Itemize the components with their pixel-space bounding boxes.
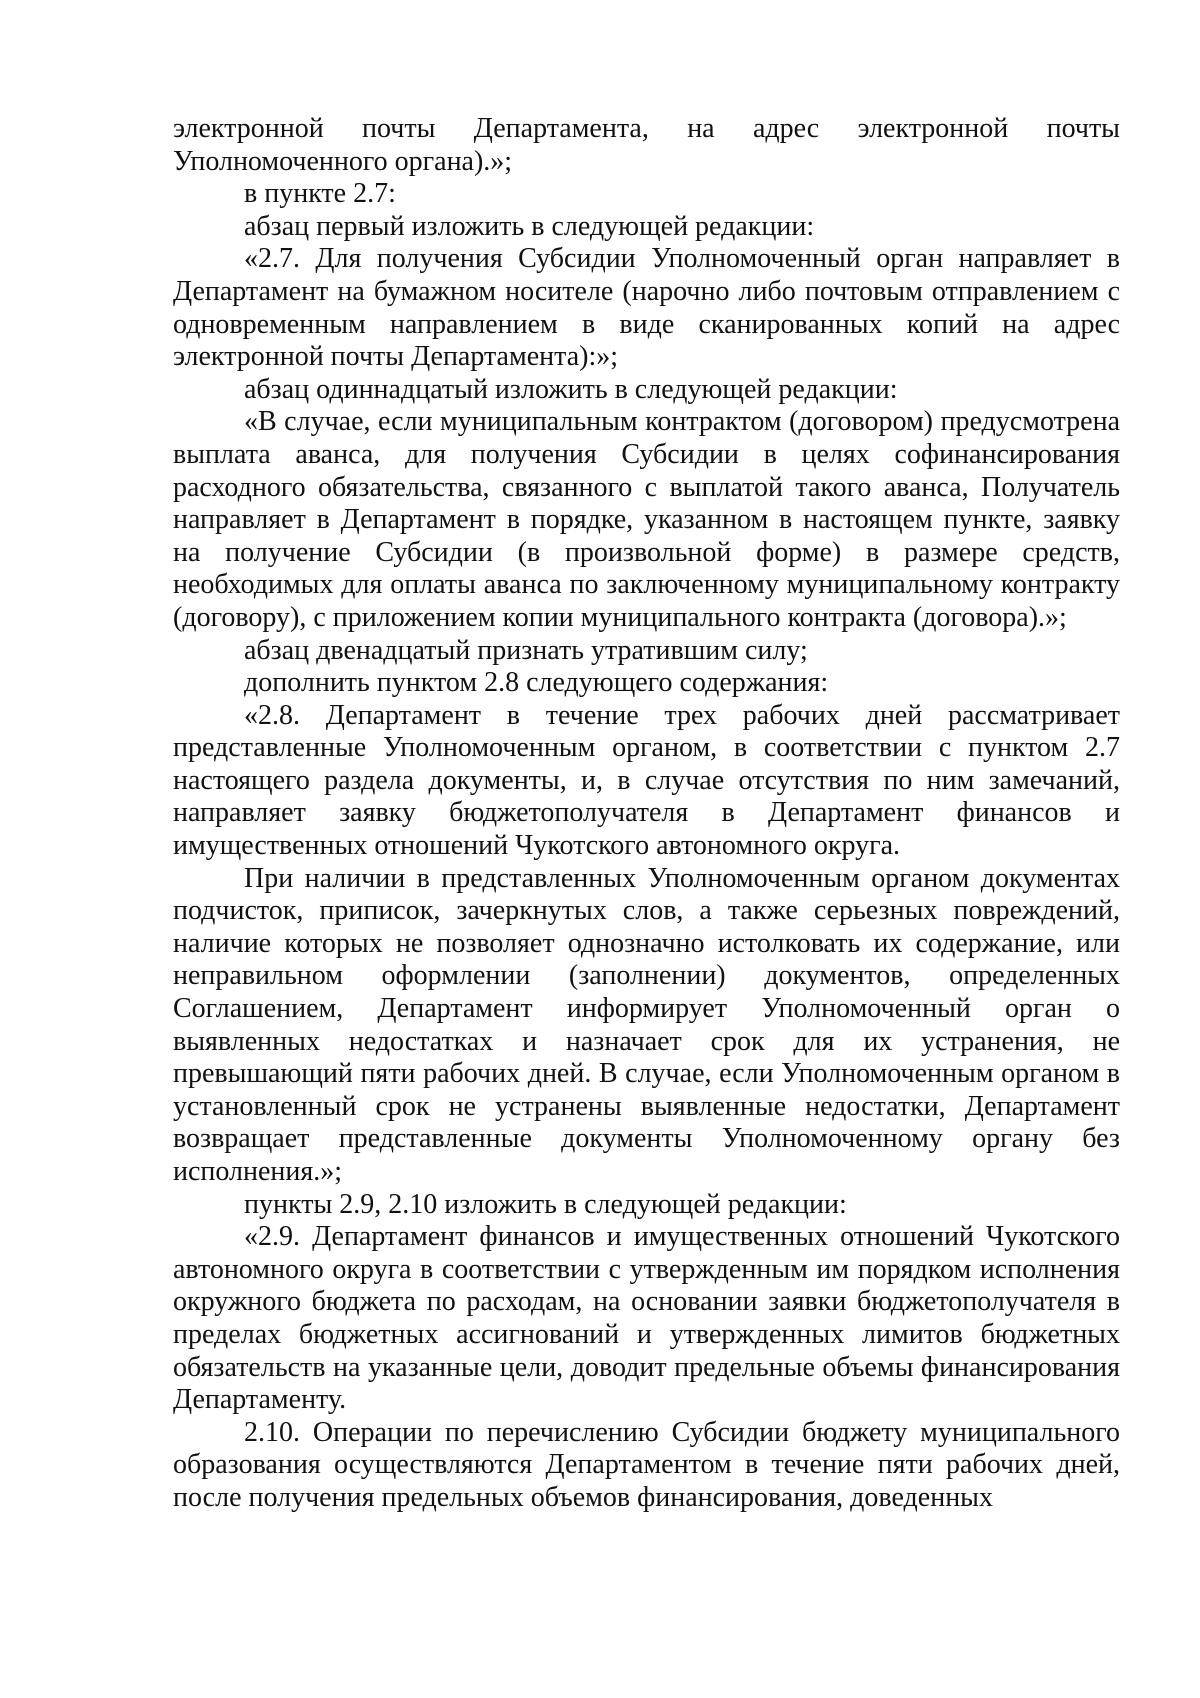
paragraph-eleventh-abzac-instruction: абзац одиннадцатый изложить в следующей редакции: [244,373,898,405]
paragraph-clause-2-8-text: «2.8. Департамент в течение трех рабочих дней рассматривает представленные Уполномоченным органом, в соответствии с пунктом 2.7 настоящего раздела документы, и, в случае отсутствия по ним замечаний, направляет заявку бюджетополучателя в Департамент финансов и имущественных отношений Чукотского автономного округа. [173,699,1120,862]
paragraph-deficiencies: При наличии в представленных Уполномоченным органом документах подчисток, приписок, зачеркнутых слов, а также серьезных повреждений, наличие которых не позволяет однозначно истолковать их содержание, или неправильном оформлении (заполнении) документов, определенных Соглашением, Департамент информирует Уполномоченный орган о выявленных недостатках и назначает срок для их устранения, не превышающий пяти рабочих дней. В случае, если Уполномоченным органом в установленный срок не устранены выявленные недостатки, Департамент возвращает представленные документы Уполномоченному органу без исполнения.»; [173,862,1120,1187]
document-page [173,113,1120,1515]
paragraph-clause-2-7-intro: в пункте 2.7: [244,178,396,210]
paragraph-advance-payment: «В случае, если муниципальным контрактом (договором) предусмотрена выплата аванса, для получения Субсидии в целях софинансирования расходного обязательства, связанного с выплатой такого аванса, Получатель направляет в Департамент в порядке, указанном в настоящем пункте, заявку на получение Субсидии (в произвольной форме) в размере средств, необходимых для оплаты аванса по заключенному муниципальному контракту (договору), с приложением копии муниципального контракта (договора).»; [173,406,1120,633]
paragraph-first-abzac-instruction: абзац первый изложить в следующей редакции: [244,210,815,242]
paragraph-clause-2-10-text: 2.10. Операции по перечислению Субсидии бюджету муниципального образования осуществляются Департаментом в течение пяти рабочих дней, после получения предельных объемов финансирования, доведенных [173,1416,1120,1513]
paragraph-clause-2-9-text: «2.9. Департамент финансов и имущественных отношений Чукотского автономного округа в соответствии с утвержденным им порядком исполнения окружного бюджета по расходам, на основании заявки бюджетополучателя в пределах бюджетных ассигнований и утвержденных лимитов бюджетных обязательств на указанные цели, доводит предельные объемы финансирования Департаменту. [173,1221,1120,1416]
paragraph-clause-2-7-text: «2.7. Для получения Субсидии Уполномоченный орган направляет в Департамент на бумажном носителе (нарочно либо почтовым отправлением с одновременным направлением в виде сканированных копий на адрес электронной почты Департамента):»; [173,243,1120,373]
paragraph-add-clause-2-8: дополнить пунктом 2.8 следующего содержания: [244,667,829,699]
paragraph-twelfth-abzac-repeal: абзац двенадцатый признать утратившим силу; [244,634,808,666]
paragraph-clauses-2-9-2-10-instruction: пункты 2.9, 2.10 изложить в следующей редакции: [244,1188,847,1220]
paragraph-email-continuation: электронной почты Департамента, на адрес электронной почты Уполномоченного органа).»; [173,113,1120,177]
